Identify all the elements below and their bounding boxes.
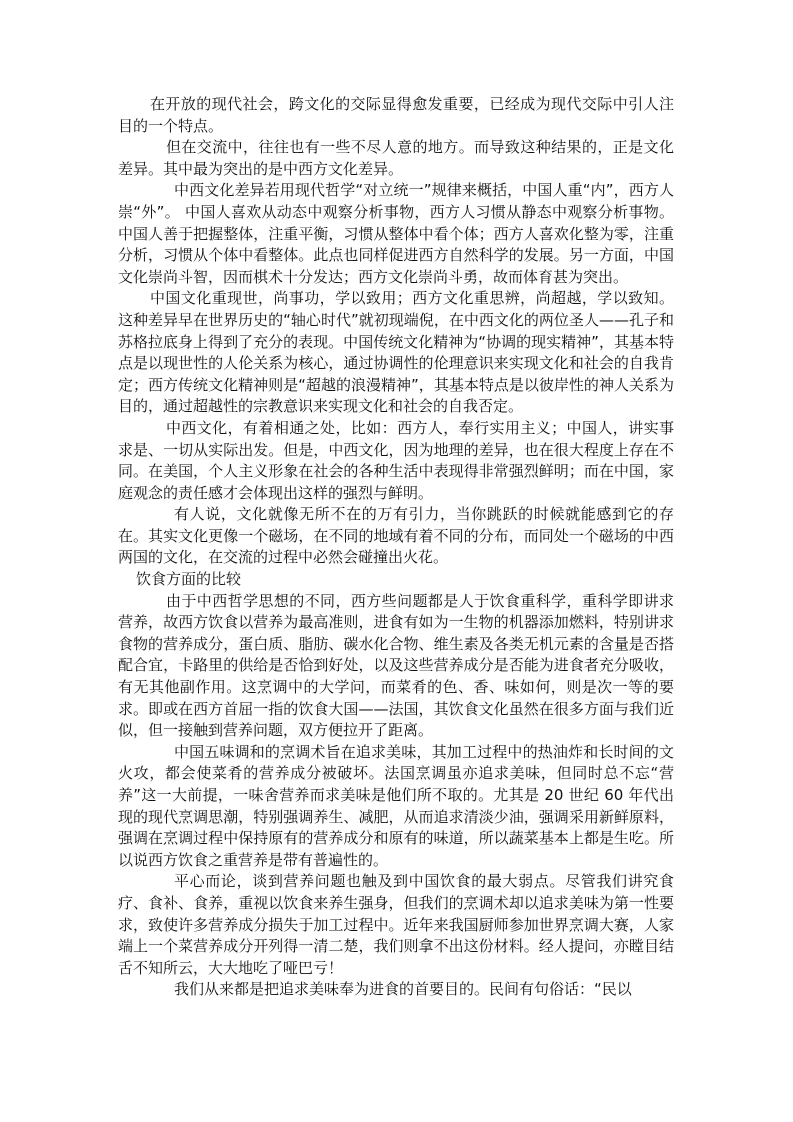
document-body	[118, 94, 674, 1001]
paragraph-nutrition: 由于中西哲学思想的不同，西方些问题都是人于饮食重科学，重科学即讲求营养，故西方饮食以营养为最高准则，进食有如为一生物的机器添加燃料，特别讲求食物的营养成分，蛋白质、脂肪、碳水化合物、维生素及各类无机元素的含量是否搭配合宜，卡路里的供给是否恰到好处，以及这些营养成分是否能为进食者充分吸收，有无其他副作用。这烹调中的大学问，而菜肴的色、香、味如何，则是次一等的要求。即或在西方首屈一指的饮食大国——法国，其饮食文化虽然在很多方面与我们近似，但一接触到营养问题，双方便拉开了距离。	[118, 591, 674, 740]
paragraph-communication: 但在交流中，往往也有一些不尽人意的地方。而导致这种结果的，正是文化差异。其中最为突出的是中西方文化差异。	[118, 138, 674, 178]
paragraph-weakness: 平心而论，谈到营养问题也触及到中国饮食的最大弱点。尽管我们讲究食疗、食补、食养，重视以饮食来养生强身，但我们的烹调术却以追求美味为第一性要求，致使许多营养成分损失于加工过程中。近年来我国厨师参加世界烹调大赛，人家端上一个菜营养成分开列得一清二楚，我们则拿不出这份材料。经人提问，亦瞠目结舌不知所云，大大地吃了哑巴亏！	[118, 872, 674, 977]
paragraph-magnetic-field: 有人说，文化就像无所不在的万有引力，当你跳跃的时候就能感到它的存在。其实文化更像一个磁场，在不同的地域有着不同的分布，而同处一个磁场的中西两国的文化，在交流的过程中必然会碰撞出火花。	[118, 505, 674, 567]
paragraph-similarities: 中西文化，有着相通之处，比如：西方人，奉行实用主义；中国人，讲实事求是、一切从实际出发。但是，中西文化，因为地理的差异，也在很大程度上存在不同。在美国，个人主义形象在社会的各种生活中表现得非常强烈鲜明；而在中国，家庭观念的责任感才会体现出这样的强烈与鲜明。	[118, 418, 674, 502]
paragraph-intro: 在开放的现代社会，跨文化的交际显得愈发重要，已经成为现代交际中引人注目的一个特点。	[118, 95, 674, 135]
paragraph-culture-spirit: 中国文化重现世，尚事功，学以致用；西方文化重思辨，尚超越，学以致知。这种差异早在世界历史的“轴心时代”就初现端倪，在中西文化的两位圣人——孔子和苏格拉底身上得到了充分的表现。中国传统文化精神为“协调的现实精神”，其基本特点是以现世性的人伦关系为核心，通过协调性的伦理意识来实现文化和社会的自我肯定；西方传统文化精神则是“超越的浪漫精神”，其基本特点是以彼岸性的神人关系为目的，通过超越性的宗教意识来实现文化和社会的自我否定。	[118, 289, 674, 416]
paragraph-philosophy: 中西文化差异若用现代哲学“对立统一”规律来概括，中国人重“内”，西方人崇“外”。 中国人喜欢从动态中观察分析事物，西方人习惯从静态中观察分析事物。中国人善于把握整体，注重平衡，习惯从整体中看个体；西方人喜欢化整为零，注重分析，习惯从个体中看整体。此点也同样促进西方自然科学的发展。另一方面，中国文化崇尚斗智，因而棋术十分发达；西方文化崇尚斗勇，故而体育甚为突出。	[118, 181, 674, 286]
paragraph-pursuit-flavor: 我们从来都是把追求美味奉为进食的首要目的。民间有句俗话：“民以	[174, 980, 632, 999]
section-heading-diet: 饮食方面的比较	[136, 570, 242, 589]
paragraph-five-flavors: 中国五味调和的烹调术旨在追求美味，其加工过程中的热油炸和长时间的文火攻，都会使菜肴的营养成分被破坏。法国烹调虽亦追求美味，但同时总不忘“营养”这一大前提，一味舍营养而求美味是他们所不取的。尤其是 20 世纪 60 年代出现的现代烹调思潮，特别强调养生、减肥，从而追求清淡少油，强调采用新鲜原料，强调在烹调过程中保持原有的营养成分和原有的味道，所以蔬菜基本上都是生吃。所以说西方饮食之重营养是带有普遍性的。	[118, 742, 674, 869]
